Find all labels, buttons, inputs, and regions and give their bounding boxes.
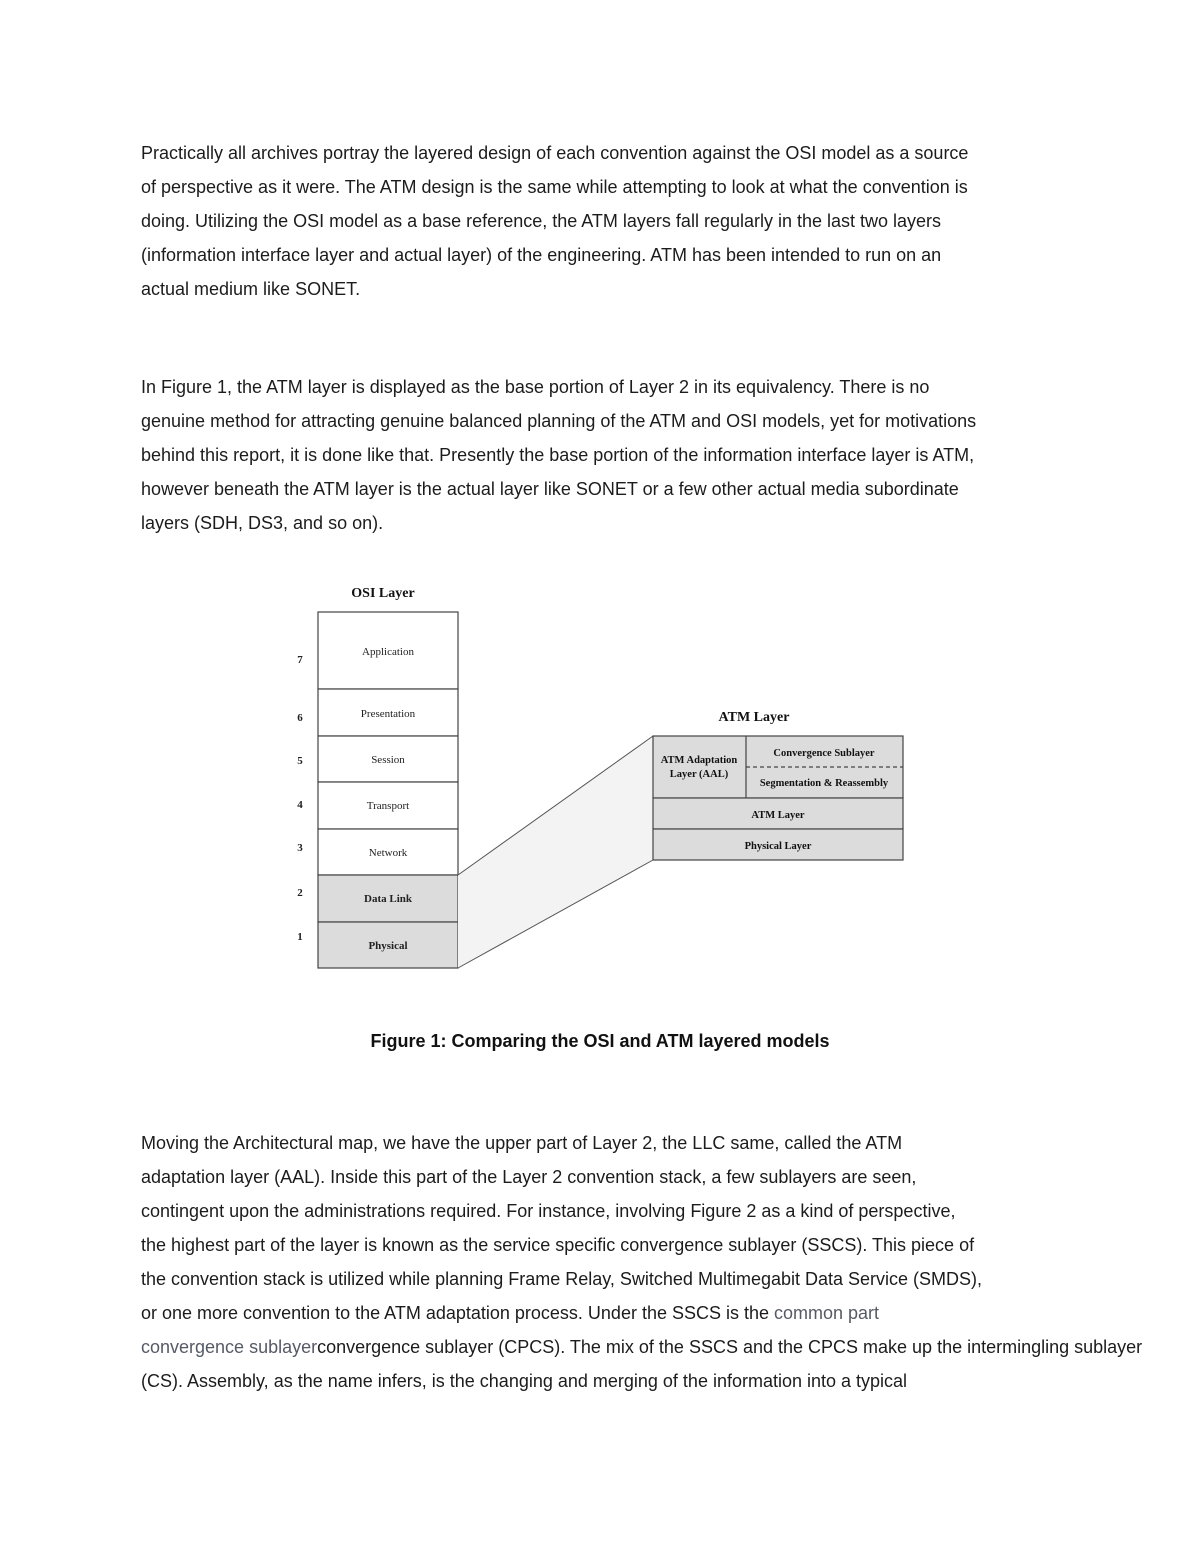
paragraph-line: Practically all archives portray the layered design of each convention against the OSI model as a source xyxy=(141,143,969,163)
osi-layer-number: 5 xyxy=(297,755,303,767)
osi-layer-number: 3 xyxy=(297,842,303,854)
paragraph-line-text: or one more convention to the ATM adaptation process. Under the SSCS is the xyxy=(141,1303,775,1323)
paragraph-line: Moving the Architectural map, we have the upper part of Layer 2, the LLC same, called the ATM xyxy=(141,1133,903,1153)
atm-layer-label: ATM Layer xyxy=(751,810,805,821)
paragraph-line: however beneath the ATM layer is the actual layer like SONET or a few other actual media subordinate xyxy=(141,479,959,499)
osi-layer-name: Physical xyxy=(368,940,408,952)
paragraph-line: doing. Utilizing the OSI model as a base reference, the ATM layers fall regularly in the last two layers xyxy=(141,211,942,231)
paragraph-line: adaptation layer (AAL). Inside this part of the Layer 2 convention stack, a few sublayers are seen, xyxy=(141,1167,917,1187)
paragraph-line: contingent upon the administrations required. For instance, involving Figure 2 as a kind of perspective, xyxy=(141,1201,956,1221)
paragraph-3 xyxy=(141,1126,1143,1398)
paragraph-line: (information interface layer and actual layer) of the engineering. ATM has been intended to run on an xyxy=(141,245,942,265)
atm-title: ATM Layer xyxy=(718,710,790,725)
paragraph-line: (CS). Assembly, as the name infers, is the changing and merging of the information into a typical xyxy=(141,1371,908,1391)
paragraph-line: In Figure 1, the ATM layer is displayed as the base portion of Layer 2 in its equivalency. There is no xyxy=(141,377,930,397)
osi-layer-name: Transport xyxy=(366,800,410,812)
paragraph-line-text: convergence sublayer (CPCS). The mix of the SSCS and the CPCS make up the intermingling sublayer xyxy=(317,1337,1143,1357)
figure-caption: Figure 1: Comparing the OSI and ATM layered models xyxy=(370,1031,830,1051)
highlighted-term: convergence sublayer xyxy=(141,1337,318,1357)
paragraph-line: genuine method for attracting genuine balanced planning of the ATM and OSI models, yet for motivations xyxy=(141,411,977,431)
aal-label: Layer (AAL) xyxy=(669,769,729,780)
paragraph-line xyxy=(141,1330,1143,1364)
paragraph-line: behind this report, it is done like that. Presently the base portion of the information interface layer is ATM, xyxy=(141,445,975,465)
osi-layer-name: Data Link xyxy=(364,893,412,905)
osi-layer-number: 1 xyxy=(297,931,303,943)
convergence-sublayer-label: Convergence Sublayer xyxy=(773,748,875,759)
paragraph-1 xyxy=(141,136,1071,306)
osi-layer-number: 6 xyxy=(297,712,303,724)
osi-atm-figure xyxy=(280,578,920,978)
osi-layer-name: Application xyxy=(362,646,414,658)
paragraph-line: the convention stack is utilized while planning Frame Relay, Switched Multimegabit Data Service (SMDS), xyxy=(141,1269,983,1289)
paragraph-line: actual medium like SONET. xyxy=(141,279,361,299)
osi-layer-number: 7 xyxy=(297,654,303,666)
osi-layer-name: Network xyxy=(368,847,408,859)
paragraph-line: the highest part of the layer is known as the service specific convergence sublayer (SSCS). This piece of xyxy=(141,1235,975,1255)
segmentation-reassembly-label: Segmentation & Reassembly xyxy=(759,778,889,789)
paragraph-2 xyxy=(141,370,1071,540)
osi-layer-number: 2 xyxy=(297,887,303,899)
osi-layer-number: 4 xyxy=(297,799,303,811)
paragraph-line: layers (SDH, DS3, and so on). xyxy=(141,513,384,533)
paragraph-line xyxy=(141,1296,1071,1330)
osi-stack xyxy=(318,612,458,968)
physical-layer-label: Physical Layer xyxy=(744,841,812,852)
aal-label: ATM Adaptation xyxy=(660,755,738,766)
layer-diagram xyxy=(280,578,920,978)
highlighted-term: common part xyxy=(774,1303,880,1323)
osi-layer-name: Presentation xyxy=(360,708,416,720)
paragraph-line: of perspective as it were. The ATM design is the same while attempting to look at what the convention is xyxy=(141,177,968,197)
connector-band xyxy=(458,736,653,968)
osi-layer-name: Session xyxy=(371,754,405,766)
osi-title: OSI Layer xyxy=(351,586,415,601)
